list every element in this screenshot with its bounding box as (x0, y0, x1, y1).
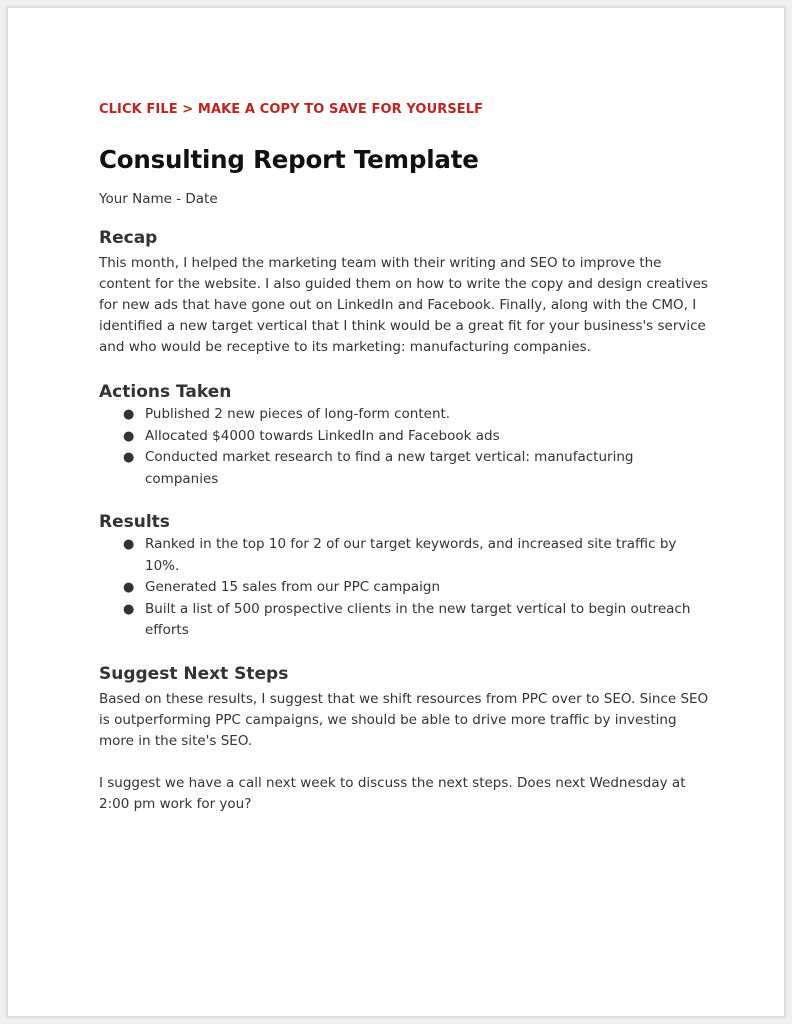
actions-heading: Actions Taken (99, 382, 232, 402)
bullet-icon: ● (123, 537, 135, 552)
list-item (99, 534, 709, 577)
results-heading: Results (99, 512, 170, 532)
copy-instruction: CLICK FILE > MAKE A COPY TO SAVE FOR YOURSELF (99, 102, 484, 117)
bullet-icon: ● (123, 407, 135, 422)
recap-paragraph: This month, I helped the marketing team with their writing and SEO to improve the content for the website. I also guided them on how to write the copy and design creatives for new ads that have gone out on LinkedIn and Facebook. Finally, along with the CMO, I identified a new target vertical that I think would be a great fit for your business's service and who would be receptive to its marketing: manufacturing companies. (99, 255, 708, 355)
list-item-text: Ranked in the top 10 for 2 of our target keywords, and increased site traffic by 10%. (145, 536, 677, 574)
list-item (99, 447, 709, 490)
next-steps-heading: Suggest Next Steps (99, 663, 289, 684)
recap-heading: Recap (99, 228, 158, 248)
results-section (99, 510, 709, 642)
list-item (99, 599, 709, 642)
results-list (99, 534, 709, 642)
list-item (99, 577, 709, 599)
document-title: Consulting Report Template (99, 145, 479, 174)
author-date-line: Your Name - Date (99, 191, 218, 207)
next-steps-section (99, 662, 709, 815)
document-page (7, 7, 785, 1017)
document-body (99, 100, 709, 815)
list-item-text: Conducted market research to find a new target vertical: manufacturing companies (145, 449, 634, 487)
list-item-text: Built a list of 500 prospective clients in the new target vertical to begin outreach efforts (145, 600, 691, 638)
bullet-icon: ● (123, 450, 135, 465)
next-steps-paragraph: Based on these results, I suggest that we shift resources from PPC over to SEO. Since SEO is outperforming PPC campaigns, we should be able to drive more traffic by investing more in the site's SEO. (99, 690, 709, 749)
bullet-icon: ● (123, 428, 135, 444)
recap-section (99, 226, 709, 358)
list-item-text: Generated 15 sales from our PPC campaign (145, 579, 440, 595)
actions-list (99, 404, 709, 490)
list-item-text: Allocated $4000 towards LinkedIn and Facebook ads (145, 427, 500, 444)
call-request-paragraph: I suggest we have a call next week to discuss the next steps. Does next Wednesday at 2:00 pm work for you? (99, 774, 686, 812)
list-item-text: Published 2 new pieces of long-form content. (145, 406, 451, 422)
bullet-icon: ● (123, 580, 135, 595)
actions-section (99, 380, 709, 490)
bullet-icon: ● (123, 601, 135, 617)
list-item (99, 426, 709, 448)
list-item (99, 404, 709, 426)
